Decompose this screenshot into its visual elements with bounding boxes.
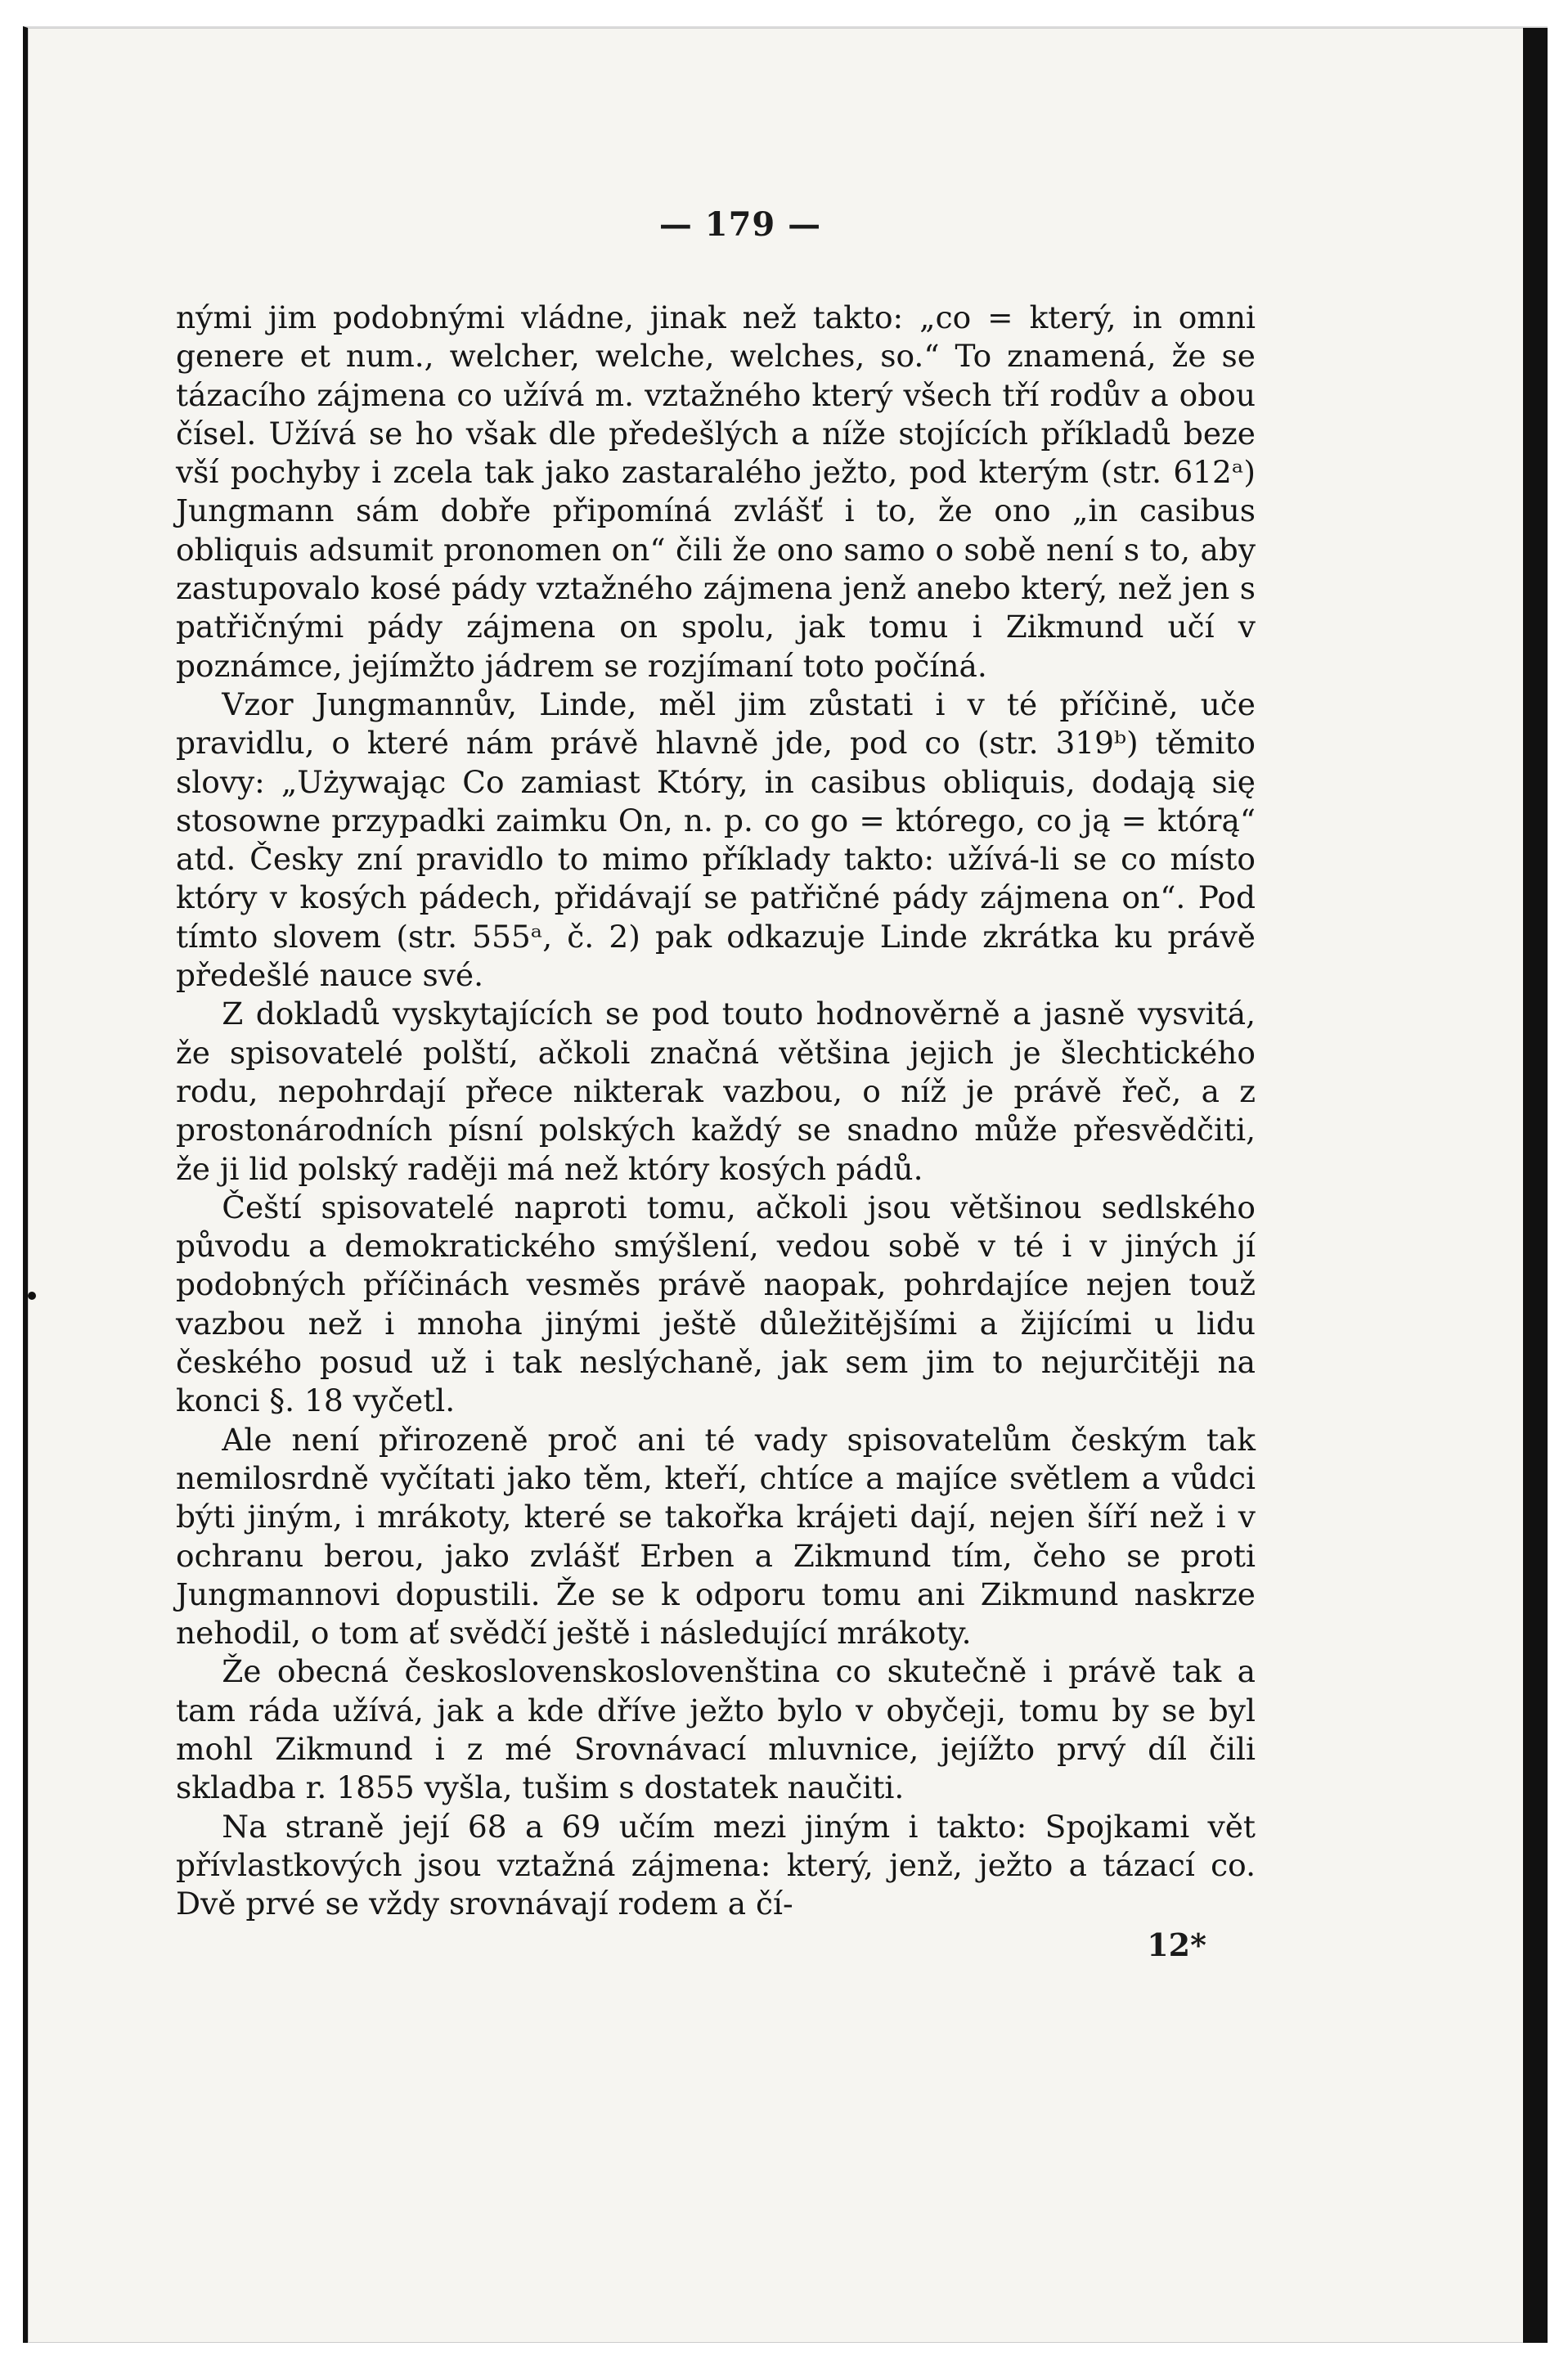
signature-mark: 12* [1147,1926,1206,1964]
scan-border-right [1523,28,1548,2343]
paragraph: Vzor Jungmannův, Linde, měl jim zůstati i v té příčině, uče pravidlu, o které nám právě hlavně jde, pod co (str. 319ᵇ) těmito slovy: „Używając Co zamiast Który, in casibus obliquis, dodają się stosowne przypadki zaimku On, n. p. co go = którego, co ją = którą“ atd. Česky zní pravidlo to mimo příklady takto: užívá-li se co místo który v kosých pádech, přidávají se patřičné pády zájmena on“. Pod tímto slovem (str. 555ᵃ, č. 2) pak odkazuje Linde zkrátka ku právě předešlé nauce své. [176,686,1256,994]
paragraph: Ale není přirozeně proč ani té vady spisovatelům českým tak nemilosrdně vyčítati jako těm, kteří, chtíce a majíce světlem a vůdci býti jiným, i mrákoty, které se takořka krájeti dají, nejen šíří než i v ochranu berou, jako zvlášť Erben a Zikmund tím, čeho se proti Jungmannovi dopustili. Že se k odporu tomu ani Zikmund naskrze nehodil, o tom ať svědčí ještě i následující mrákoty. [176,1421,1256,1652]
paragraph: Čeští spisovatelé naproti tomu, ačkoli jsou většinou sedlského původu a demokratického smýšlení, vedou sobě v té i v jiných jí podobných příčinách vesměs právě naopak, pohrdajíce nejen touž vazbou než i mnoha jinými ještě důležitějšími a žijícími u lidu českého posud už i tak neslýchaně, jak sem jim to nejurčitěji na konci §. 18 vyčetl. [176,1189,1256,1419]
paragraph: Na straně její 68 a 69 učím mezi jiným i takto: Spojkami vět přívlastkových jsou vztažná zájmena: který, jenž, ježto a tázací co. Dvě prvé se vždy srovnávají rodem a čí- [176,1808,1256,1922]
paragraph: nými jim podobnými vládne, jinak než takto: „co = který, in omni genere et num., welcher, welche, welches, so.“ To znamená, že se tázacího zájmena co užívá m. vztažného který všech tří rodův a obou čísel. Užívá se ho však dle předešlých a níže stojících příkladů beze vší pochyby i zcela tak jako zastaralého ježto, pod kterým (str. 612ᵃ) Jungmann sám dobře připomíná zvlášť i to, že ono „in casibus obliquis adsumit pronomen on“ čili že ono samo o sobě není s to, aby zastupovalo kosé pády vztažného zájmena jenž anebo který, než jen s patřičnými pády zájmena on spolu, jak tomu i Zikmund učí v poznámce, jejímžto jádrem se rozjímaní toto počíná. [176,299,1256,684]
page-number: — 179 — [658,205,822,244]
body-text [176,299,1256,1923]
scan-speck [28,1292,36,1300]
book-page [176,196,1256,2200]
paragraph: Že obecná československoslovenština co skutečně i právě tak a tam ráda užívá, jak a kde dříve ježto bylo v obyčeji, tomu by se byl mohl Zikmund i z mé Srovnávací mluvnice, jejížto prvý díl čili skladba r. 1855 vyšla, tušim s dostatek naučiti. [176,1653,1256,1806]
paragraph: Z dokladů vyskytajících se pod touto hodnověrně a jasně vysvitá, že spisovatelé polští, ačkoli značná většina jejich je šlechtického rodu, nepohrdají přece nikterak vazbou, o níž je právě řeč, a z prostonárodních písní polských každý se snadno může přesvědčiti, že ji lid polský raději má než który kosých pádů. [176,996,1256,1187]
